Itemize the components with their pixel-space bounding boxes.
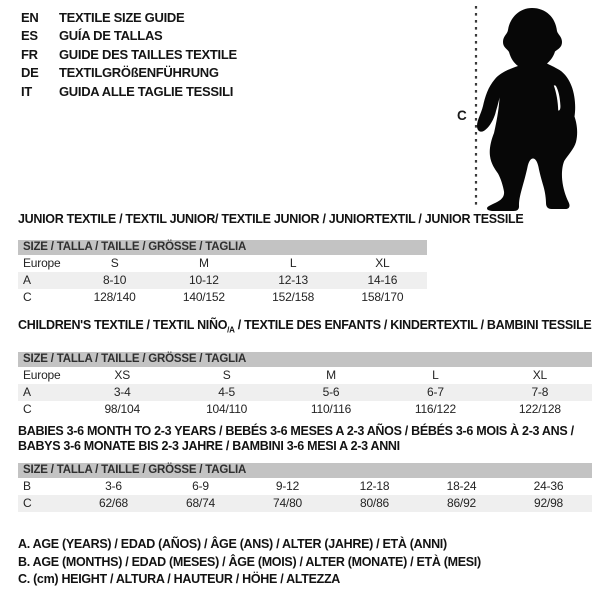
legend-line-c: C. (cm) HEIGHT / ALTURA / HAUTEUR / HÖHE / ALTEZZA bbox=[18, 572, 341, 586]
age-cell: 7-8 bbox=[531, 384, 549, 399]
size-header-bar: SIZE / TALLA / TAILLE / GRÖSSE / TAGLIA bbox=[18, 463, 592, 478]
months-cell: 9-12 bbox=[275, 479, 300, 493]
height-cell: 86/92 bbox=[446, 496, 477, 510]
height-cell: 62/68 bbox=[98, 496, 129, 510]
table-row-europe bbox=[18, 255, 427, 272]
baby-silhouette bbox=[477, 8, 577, 211]
months-cell: 24-36 bbox=[533, 479, 564, 493]
age-cell: 6-7 bbox=[427, 384, 444, 399]
age-cell: 8-10 bbox=[103, 273, 127, 287]
months-cell: 12-18 bbox=[359, 479, 390, 493]
height-cell: 152/158 bbox=[272, 290, 315, 304]
language-title: TEXTILE SIZE GUIDE bbox=[59, 10, 185, 25]
children-textile-table bbox=[18, 318, 592, 418]
table-row-c bbox=[18, 495, 592, 512]
age-cell: 12-13 bbox=[278, 273, 308, 287]
table-row-c bbox=[18, 289, 427, 306]
height-cell: 104/110 bbox=[206, 401, 248, 416]
row-label: C bbox=[23, 401, 32, 416]
height-cell: 80/86 bbox=[359, 496, 390, 510]
table-title-part: / TEXTILE DES ENFANTS / KINDERTEXTIL / BAMBINI TESSILE bbox=[234, 318, 592, 332]
row-label: Europe bbox=[23, 256, 61, 270]
language-title: GUIDA ALLE TAGLIE TESSILI bbox=[59, 83, 234, 99]
age-cell: 4-5 bbox=[218, 384, 235, 399]
size-cell: L bbox=[432, 367, 439, 382]
size-cell: M bbox=[198, 256, 209, 270]
language-list bbox=[21, 9, 237, 101]
months-cell: 3-6 bbox=[105, 479, 122, 493]
table-row-a bbox=[18, 384, 592, 401]
height-cell: 110/116 bbox=[310, 401, 352, 416]
row-label: A bbox=[23, 273, 31, 287]
language-row-it bbox=[21, 83, 237, 101]
size-cell: L bbox=[289, 256, 297, 270]
size-cell: S bbox=[222, 367, 231, 382]
table-title: JUNIOR TEXTILE / TEXTIL JUNIOR/ TEXTILE JUNIOR / JUNIORTEXTIL / JUNIOR TESSILE bbox=[18, 212, 524, 226]
babies-textile-table bbox=[18, 424, 592, 512]
age-cell: 14-16 bbox=[367, 273, 398, 287]
baby-silhouette-figure bbox=[450, 0, 600, 215]
height-cell: 74/80 bbox=[272, 496, 303, 510]
table-title-line2: BABYS 3-6 MONATE BIS 2-3 JAHRE / BAMBINI 3-6 MESI A 2-3 ANNI bbox=[18, 439, 400, 453]
language-row-fr bbox=[21, 46, 237, 64]
row-label: A bbox=[23, 384, 31, 399]
language-row-de bbox=[21, 64, 237, 82]
language-row-en bbox=[21, 9, 237, 27]
size-cell: M bbox=[326, 367, 336, 382]
table-row-c bbox=[18, 401, 592, 418]
size-header-bar: SIZE / TALLA / TAILLE / GRÖSSE / TAGLIA bbox=[18, 240, 427, 255]
legend bbox=[18, 536, 481, 589]
age-cell: 3-4 bbox=[113, 384, 131, 399]
language-code: FR bbox=[21, 46, 38, 62]
row-label: Europe bbox=[23, 367, 61, 382]
table-title-part: CHILDREN'S TEXTILE / TEXTIL NIÑO bbox=[18, 318, 228, 332]
table-title bbox=[18, 424, 592, 454]
height-cell: 116/122 bbox=[414, 401, 456, 416]
baby-figure-box bbox=[450, 0, 600, 215]
language-title: GUÍA DE TALLAS bbox=[59, 28, 163, 44]
row-label: B bbox=[23, 479, 31, 493]
junior-textile-table bbox=[18, 212, 524, 306]
table-row-a bbox=[18, 272, 427, 289]
height-cell: 158/170 bbox=[361, 290, 404, 304]
size-cell: XS bbox=[114, 367, 130, 382]
language-code: IT bbox=[21, 83, 32, 99]
table-title bbox=[18, 318, 592, 338]
language-code: EN bbox=[21, 10, 39, 25]
legend-line-b: B. AGE (MONTHS) / EDAD (MESES) / ÂGE (MOIS) / ALTER (MONATE) / ETÀ (MESI) bbox=[18, 554, 481, 569]
height-measure-label: C bbox=[457, 108, 467, 123]
table-title-subscript: /A bbox=[227, 325, 235, 335]
legend-line-a: A. AGE (YEARS) / EDAD (AÑOS) / ÂGE (ANS) / ALTER (JAHRE) / ETÀ (ANNI) bbox=[18, 537, 447, 551]
height-cell: 98/104 bbox=[104, 401, 140, 416]
size-header-bar: SIZE / TALLA / TAILLE / GRÖSSE / TAGLIA bbox=[18, 352, 592, 367]
row-label: C bbox=[23, 496, 32, 510]
height-cell: 122/128 bbox=[518, 401, 561, 416]
height-cell: 92/98 bbox=[533, 496, 564, 510]
months-cell: 6-9 bbox=[192, 479, 209, 493]
language-code: DE bbox=[21, 65, 39, 81]
row-label: C bbox=[23, 290, 32, 304]
language-title: TEXTILGRÖßENFÜHRUNG bbox=[59, 65, 219, 81]
age-cell: 5-6 bbox=[322, 384, 340, 399]
age-cell: 10-12 bbox=[189, 273, 219, 287]
height-cell: 140/152 bbox=[182, 290, 225, 304]
table-row-b bbox=[18, 478, 592, 495]
table-row-europe bbox=[18, 367, 592, 384]
size-cell: S bbox=[110, 256, 119, 270]
size-cell: XL bbox=[375, 256, 390, 270]
height-cell: 128/140 bbox=[93, 290, 136, 304]
months-cell: 18-24 bbox=[446, 479, 477, 493]
language-title: GUIDE DES TAILLES TEXTILE bbox=[59, 46, 237, 62]
table-title-line1: BABIES 3-6 MONTH TO 2-3 YEARS / BEBÉS 3-6 MESES A 2-3 AÑOS / BÉBÉS 3-6 MOIS À 2-3 ANS / bbox=[18, 424, 574, 438]
language-code: ES bbox=[21, 28, 38, 44]
height-cell: 68/74 bbox=[185, 496, 216, 510]
language-row-es bbox=[21, 27, 237, 45]
size-cell: XL bbox=[532, 367, 547, 382]
